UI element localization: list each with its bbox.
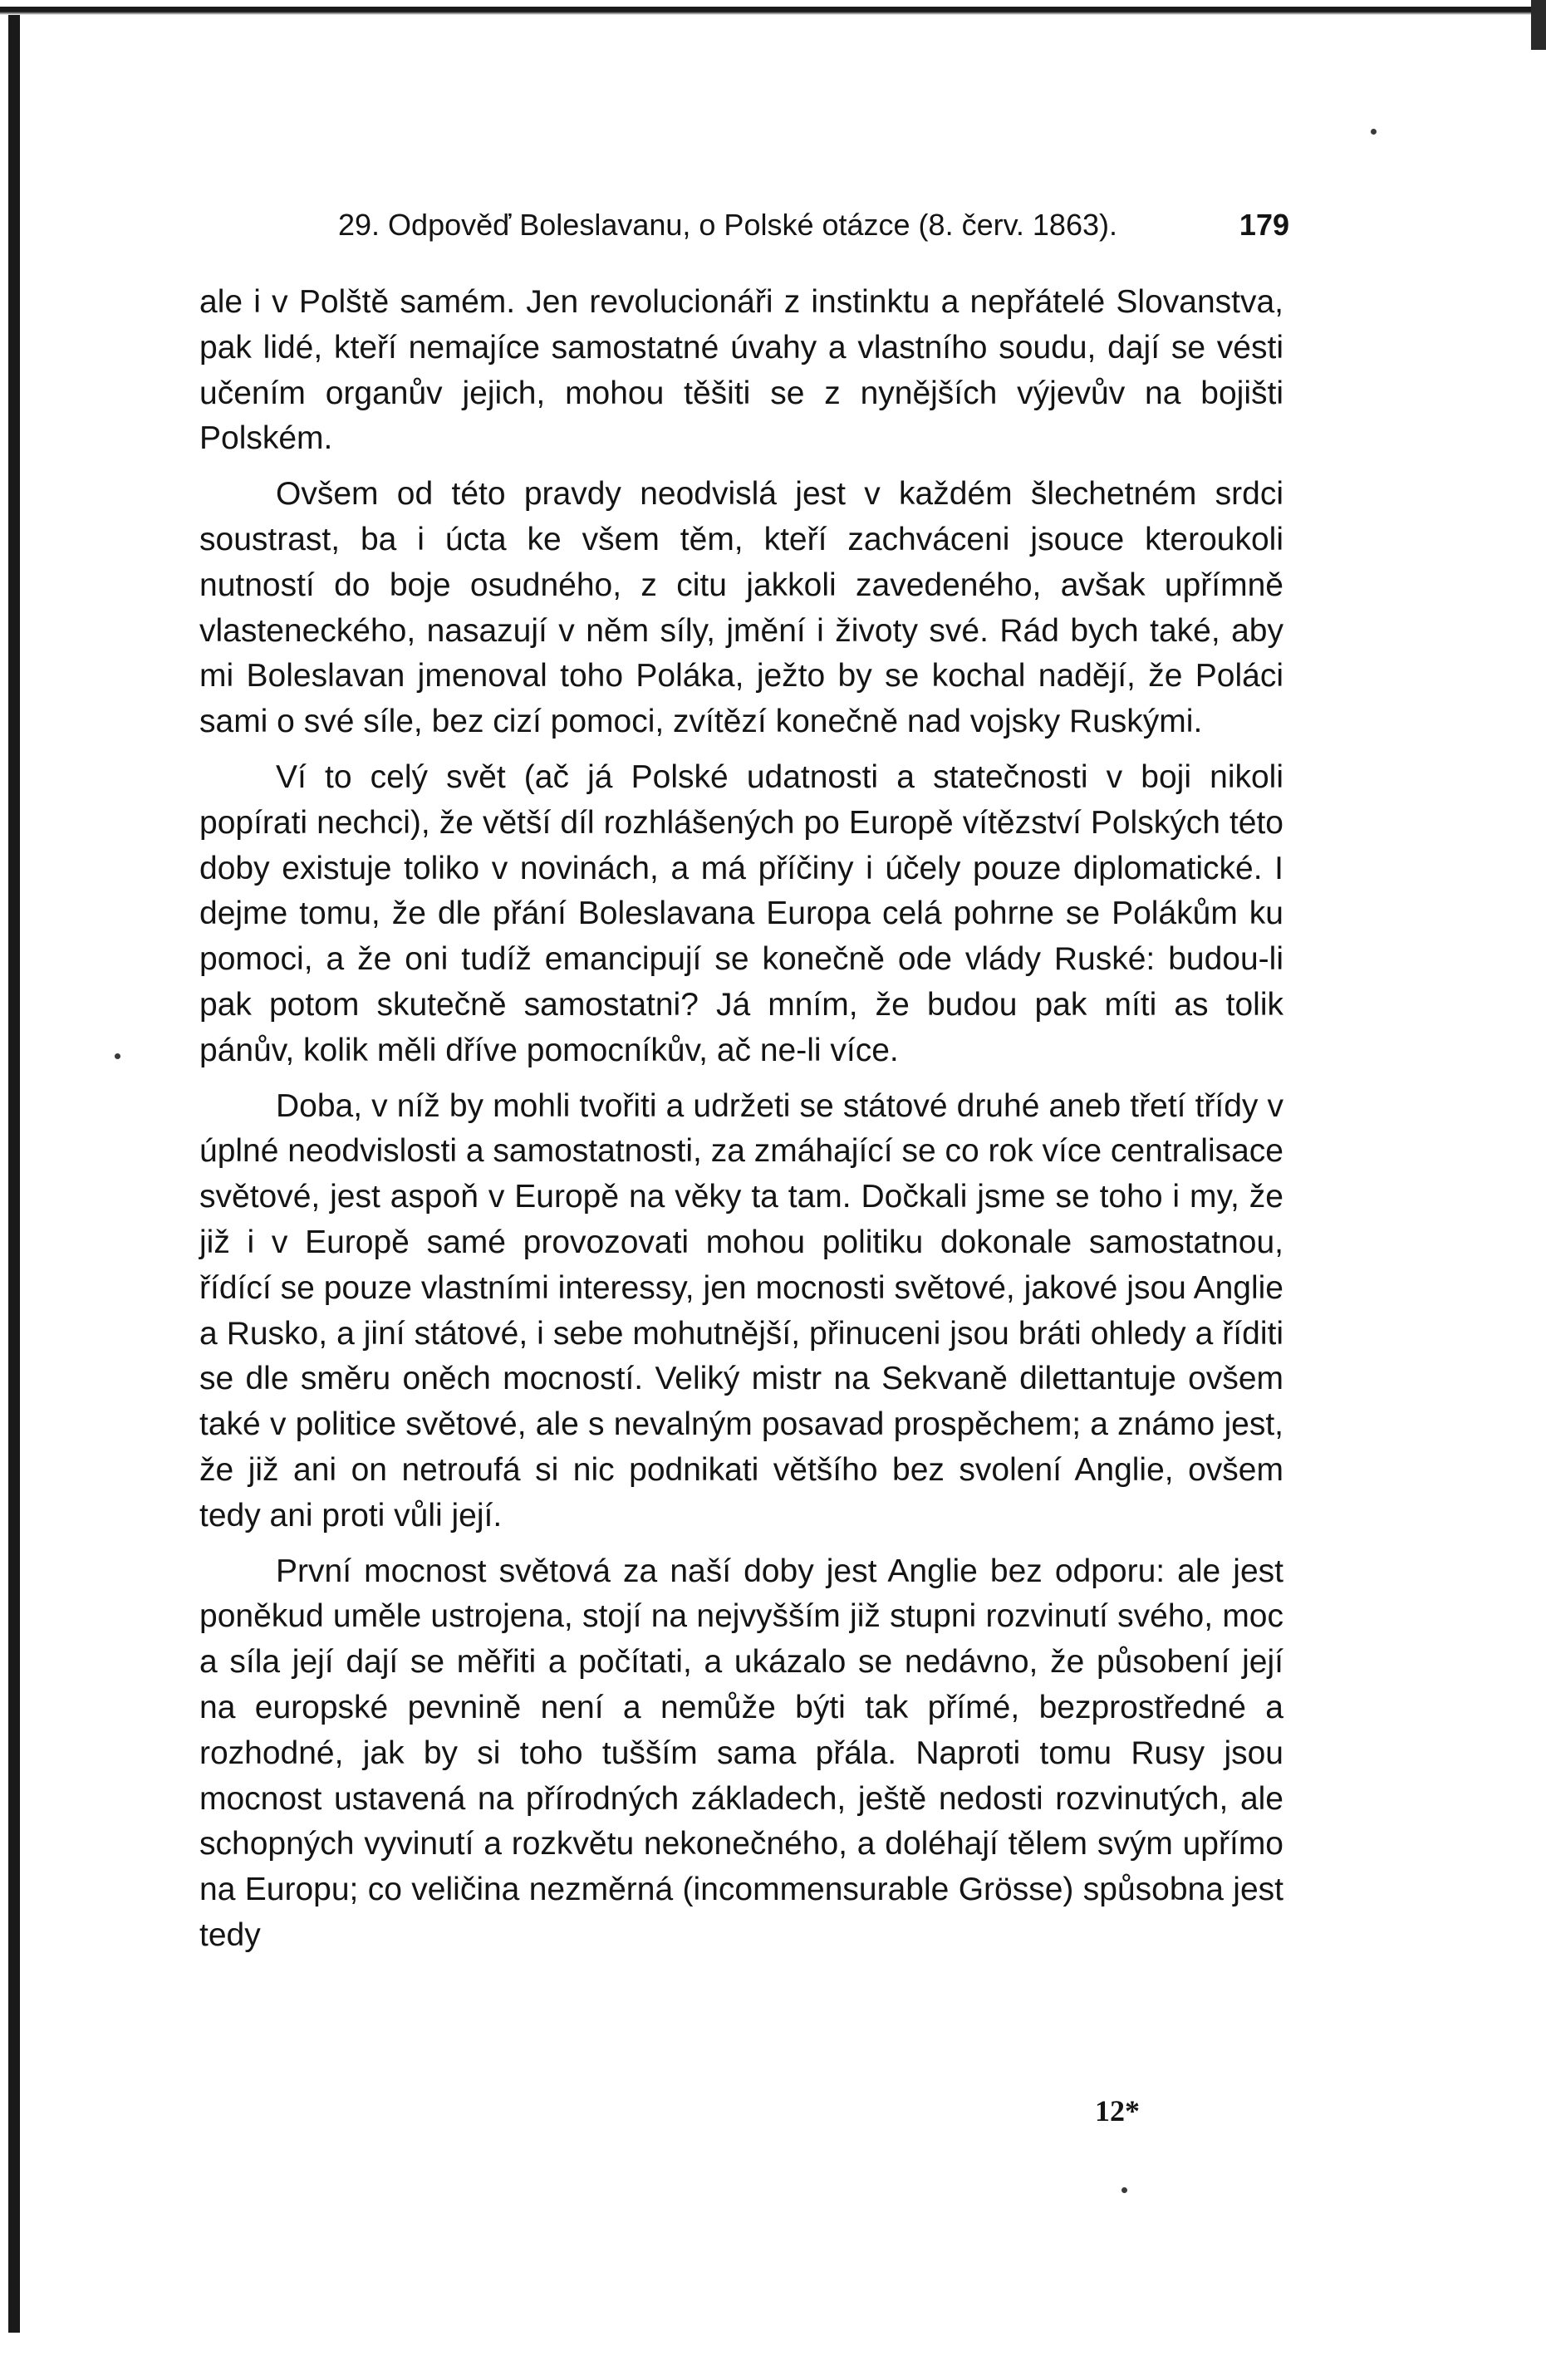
scan-right-corner-shadow xyxy=(1531,0,1546,50)
scan-speck xyxy=(1371,129,1377,135)
paragraph: Ví to celý svět (ač já Polské udatnosti a statečnosti v boji nikoli popírati nechci), že větší díl rozhlášených po Europě vítězství Polských této doby existuje toliko v novinách, a má příčiny i účely pouze diplomatické. I dejme tomu, že dle přání Boleslavana Europa celá pohrne se Polákům ku pomoci, a že oni tudíž emancipují se konečně ode vlády Ruské: budou-li pak potom skutečně samostatni? Já mním, že budou pak míti as tolik pánův, kolik měli dříve pomocníkův, ač ne-li více. xyxy=(199,758,1283,1068)
page-number: 179 xyxy=(1239,208,1289,242)
scan-left-binding-shadow xyxy=(8,15,20,2333)
paragraph: ale i v Polště samém. Jen revolucionáři z instinktu a nepřátelé Slovanstva, pak lidé, kteří nemajíce samostatné úvahy a vlastního soudu, dají se vésti učením organův jejich, mohou těšiti se z nynějších výjevův na bojišti Polském. xyxy=(199,284,1283,457)
running-header xyxy=(201,204,1289,246)
scan-speck xyxy=(1121,2187,1127,2193)
scan-speck xyxy=(115,1053,120,1059)
body-text xyxy=(199,280,1283,1969)
scan-top-shadow xyxy=(0,7,1546,15)
paragraph: Doba, v níž by mohli tvořiti a udržeti se státové druhé aneb třetí třídy v úplné neodvislosti a samostatnosti, za zmáhající se co rok více centralisace světové, jest aspoň v Europě na věky ta tam. Dočkali jsme se toho i my, že již i v Europě samé provozovati mohou politiku dokonale samostatnou, řídící se pouze vlastními interessy, jen mocnosti světové, jakové jsou Anglie a Rusko, a jiní státové, i sebe mohutnější, přinuceni jsou bráti ohledy a říditi se dle směru oněch mocností. Veliký mistr na Sekvaně dilettantuje ovšem také v politice světové, ale s nevalným posavad prospěchem; a známo jest, že již ani on netroufá si nic podnikati většího bez svolení Anglie, ovšem tedy ani proti vůli její. xyxy=(199,1087,1283,1534)
paragraph: Ovšem od této pravdy neodvislá jest v každém šlechetném srdci soustrast, ba i úcta ke všem těm, kteří zachváceni jsouce kteroukoli nutností do boje osudného, z citu jakkoli zavedeného, avšak upřímně vlasteneckého, nasazují v něm síly, jmění i životy své. Rád bych také, aby mi Boleslavan jmenoval toho Poláka, ježto by se kochal nadějí, že Poláci sami o své síle, bez cizí pomoci, zvítězí konečně nad vojsky Ruskými. xyxy=(199,476,1283,740)
printer-signature-mark: 12* xyxy=(1095,2094,1140,2127)
running-title: 29. Odpověď Boleslavanu, o Polské otázce (8. červ. 1863). xyxy=(338,208,1117,242)
paragraph: První mocnost světová za naší doby jest Anglie bez odporu: ale jest poněkud uměle ustrojena, stojí na nejvyšším již stupni rozvinutí svého, moc a síla její dají se měřiti a počítati, a ukázalo se nedávno, že působení její na europské pevnině není a nemůže býti tak přímé, bezprostředné a rozhodné, jak by si toho tušším sama přála. Naproti tomu Rusy jsou mocnost ustavená na přírodných základech, ještě nedosti rozvinutých, ale schopných vyvinutí a rozkvětu nekonečného, a doléhají tělem svým upřímo na Europu; co veličina nezměrná (incommensurable Grösse) spůsobna jest tedy xyxy=(199,1553,1283,1953)
